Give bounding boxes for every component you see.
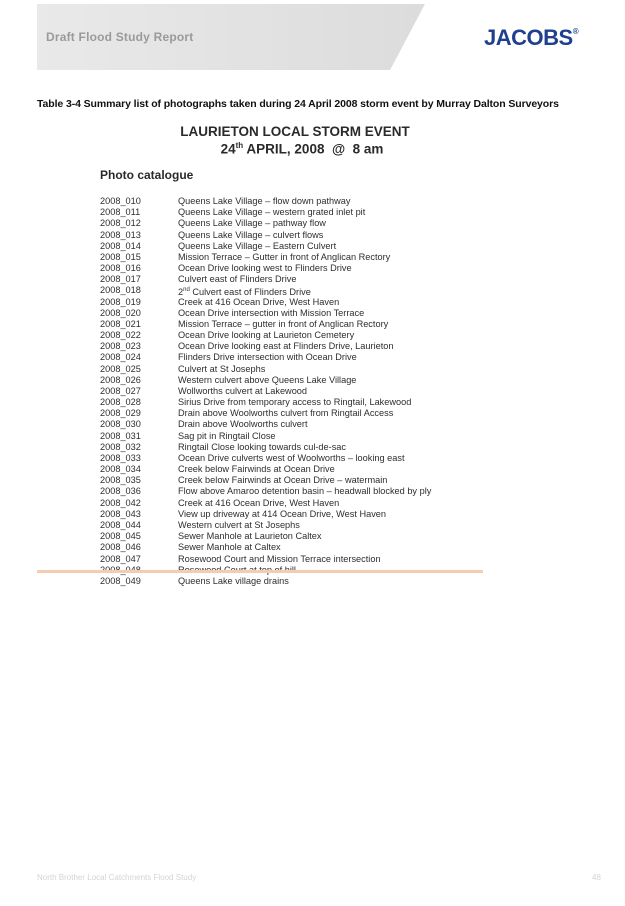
photo-id: 2008_025 xyxy=(100,363,141,374)
photo-row xyxy=(100,531,480,542)
photo-id: 2008_024 xyxy=(100,352,141,363)
photo-description: Wollworths culvert at Lakewood xyxy=(178,385,308,396)
photo-description: Creek at 416 Ocean Drive, West Haven xyxy=(178,497,340,508)
photo-description: Mission Terrace – Gutter in front of Anglican Rectory xyxy=(178,251,391,262)
photo-row xyxy=(100,285,480,296)
table-caption: Table 3-4 Summary list of photographs taken during 24 April 2008 storm event by Murray Dalton Surveyors xyxy=(37,98,559,110)
photo-row xyxy=(100,453,480,464)
photo-id: 2008_046 xyxy=(100,542,141,553)
photo-description: Queens Lake Village – flow down pathway xyxy=(178,196,351,206)
photo-description: Creek below Fairwinds at Ocean Drive xyxy=(178,464,335,475)
photo-description: Drain above Woolworths culvert from Ringtail Access xyxy=(178,408,394,419)
photo-id: 2008_022 xyxy=(100,330,141,341)
photo-id: 2008_016 xyxy=(100,263,141,274)
photo-id: 2008_013 xyxy=(100,229,141,240)
photo-id: 2008_029 xyxy=(100,408,141,419)
photo-id: 2008_031 xyxy=(100,430,141,441)
photo-row xyxy=(100,475,480,486)
photo-row xyxy=(100,520,480,531)
event-date-rest: APRIL, 2008 @ 8 am xyxy=(243,141,384,157)
photo-id: 2008_021 xyxy=(100,318,141,329)
photo-row xyxy=(100,486,480,497)
photo-id: 2008_018 xyxy=(100,285,141,296)
photo-row xyxy=(100,263,480,274)
photo-row xyxy=(100,408,480,419)
photo-id: 2008_043 xyxy=(100,508,141,519)
photo-description: Ocean Drive culverts west of Woolworths – looking east xyxy=(178,452,405,463)
photo-id: 2008_017 xyxy=(100,274,141,285)
photo-row xyxy=(100,297,480,308)
photo-id: 2008_010 xyxy=(100,196,141,206)
photo-id: 2008_049 xyxy=(100,575,141,586)
photo-id: 2008_026 xyxy=(100,374,141,385)
highlight-divider xyxy=(37,570,483,573)
photo-id: 2008_014 xyxy=(100,240,141,251)
photo-row xyxy=(100,442,480,453)
photo-description: Rosewood Court and Mission Terrace intersection xyxy=(178,553,381,564)
photo-row xyxy=(100,464,480,475)
photo-row xyxy=(100,207,480,218)
footer-document-name: North Brother Local Catchments Flood Study xyxy=(37,873,197,882)
photo-id: 2008_033 xyxy=(100,452,141,463)
photo-row xyxy=(100,352,480,363)
photo-id: 2008_042 xyxy=(100,497,141,508)
photo-description: Flinders Drive intersection with Ocean Drive xyxy=(178,352,357,363)
event-date xyxy=(7,141,597,157)
photo-row xyxy=(100,274,480,285)
ordinal-number: 2 xyxy=(178,287,184,298)
photo-row xyxy=(100,542,480,553)
photo-id: 2008_023 xyxy=(100,341,141,352)
photo-id: 2008_020 xyxy=(100,307,141,318)
photo-id: 2008_030 xyxy=(100,419,141,430)
photo-description: View up driveway at 414 Ocean Drive, West Haven xyxy=(178,508,387,519)
photo-description: Queens Lake Village – western grated inlet pit xyxy=(178,207,366,218)
photo-description: Queens Lake Village – Eastern Culvert xyxy=(178,240,337,251)
event-title: LAURIETON LOCAL STORM EVENT xyxy=(180,124,410,139)
footer-page-number: 48 xyxy=(592,873,601,882)
photo-description: Creek at 416 Ocean Drive, West Haven xyxy=(178,296,340,307)
photo-id: 2008_027 xyxy=(100,385,141,396)
photo-id: 2008_012 xyxy=(100,218,141,229)
photo-description: Ocean Drive looking at Laurieton Cemetery xyxy=(178,330,355,341)
photo-description: Queens Lake Village – pathway flow xyxy=(178,218,326,229)
photo-description: Queens Lake village drains xyxy=(178,575,289,586)
photo-catalogue-list xyxy=(100,196,480,587)
photo-row xyxy=(100,341,480,352)
photo-id: 2008_035 xyxy=(100,475,141,486)
photo-row xyxy=(100,230,480,241)
photo-description: Ocean Drive intersection with Mission Terrace xyxy=(178,307,365,318)
photo-id: 2008_047 xyxy=(100,553,141,564)
logo-text: JACOBS xyxy=(484,25,573,50)
photo-id: 2008_034 xyxy=(100,464,141,475)
registered-mark: ® xyxy=(572,27,579,36)
photo-description: Western culvert at St Josephs xyxy=(178,519,300,530)
photo-id: 2008_036 xyxy=(100,486,141,497)
photo-description: Sewer Manhole at Caltex xyxy=(178,542,281,553)
photo-description: Western culvert above Queens Lake Village xyxy=(178,374,357,385)
photo-description: Ringtail Close looking towards cul-de-sac xyxy=(178,441,347,452)
jacobs-logo xyxy=(484,25,578,51)
photo-description: Culvert east of Flinders Drive xyxy=(178,274,297,285)
photo-id: 2008_045 xyxy=(100,531,141,542)
photo-row xyxy=(100,397,480,408)
description-rest: Culvert east of Flinders Drive xyxy=(189,287,311,298)
photo-row xyxy=(100,498,480,509)
photo-id: 2008_028 xyxy=(100,397,141,408)
photo-description: Sirius Drive from temporary access to Ringtail, Lakewood xyxy=(178,397,412,408)
photo-row xyxy=(100,196,480,207)
photo-description: Drain above Woolworths culvert xyxy=(178,419,308,430)
photo-row xyxy=(100,576,480,587)
photo-description: Flow above Amaroo detention basin – headwall blocked by ply xyxy=(178,486,432,497)
photo-description: Ocean Drive looking east at Flinders Drive, Laurieton xyxy=(178,341,394,352)
photo-row xyxy=(100,509,480,520)
ordinal-suffix: nd xyxy=(183,287,190,294)
photo-id: 2008_019 xyxy=(100,296,141,307)
photo-row xyxy=(100,431,480,442)
photo-row xyxy=(100,419,480,430)
photo-description: Creek below Fairwinds at Ocean Drive – watermain xyxy=(178,475,388,486)
photo-description: Sag pit in Ringtail Close xyxy=(178,430,276,441)
photo-id: 2008_015 xyxy=(100,251,141,262)
photo-row xyxy=(100,319,480,330)
catalogue-heading: Photo catalogue xyxy=(100,168,194,182)
event-day: 24 xyxy=(220,141,236,157)
photo-row xyxy=(100,241,480,252)
photo-description: Sewer Manhole at Laurieton Caltex xyxy=(178,531,322,542)
photo-id: 2008_044 xyxy=(100,519,141,530)
photo-description: Queens Lake Village – culvert flows xyxy=(178,229,324,240)
photo-row xyxy=(100,252,480,263)
photo-description: Mission Terrace – gutter in front of Anglican Rectory xyxy=(178,318,389,329)
photo-row xyxy=(100,330,480,341)
photo-id: 2008_011 xyxy=(100,207,141,218)
photo-row xyxy=(100,308,480,319)
photo-description: Ocean Drive looking west to Flinders Drive xyxy=(178,263,352,274)
photo-row xyxy=(100,364,480,375)
photo-id: 2008_032 xyxy=(100,441,141,452)
photo-row xyxy=(100,386,480,397)
photo-row xyxy=(100,375,480,386)
photo-row xyxy=(100,554,480,565)
report-title: Draft Flood Study Report xyxy=(46,30,194,44)
photo-row xyxy=(100,218,480,229)
event-day-suffix: th xyxy=(235,141,244,150)
photo-description: Culvert at St Josephs xyxy=(178,363,266,374)
